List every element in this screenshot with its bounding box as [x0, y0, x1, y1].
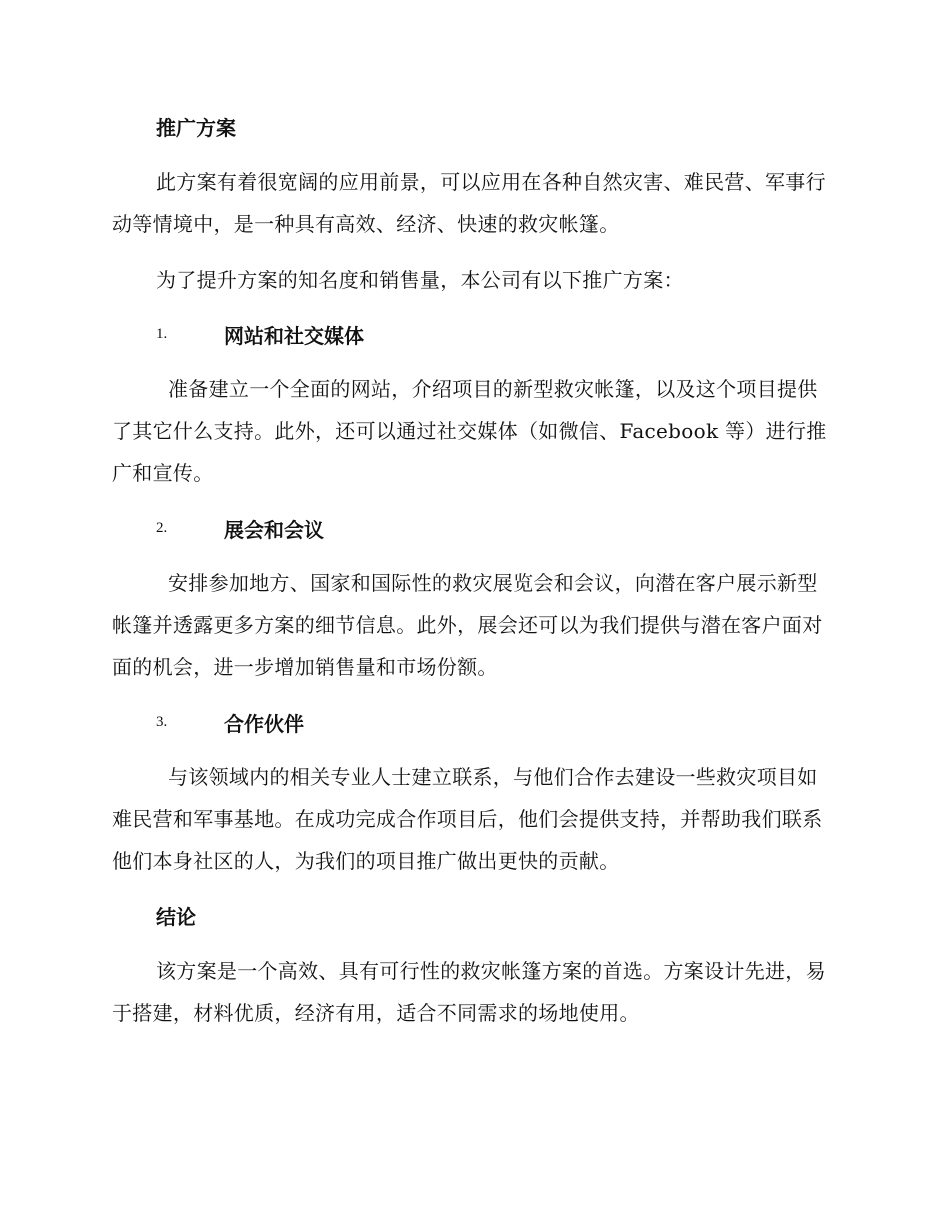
list-item-title: 网站和社交媒体 [224, 323, 364, 348]
list-item-paragraph: 准备建立一个全面的网站，介绍项目的新型救灾帐篷，以及这个项目提供了其它什么支持。此外，还可以通过社交媒体（如微信、Facebook 等）进行推广和宣传。 [112, 377, 827, 485]
list-item-number: 1. [156, 325, 168, 342]
promotion-intro-paragraph: 此方案有着很宽阔的应用前景，可以应用在各种自然灾害、难民营、军事行动等情境中，是一种具有高效、经济、快速的救灾帐篷。 [112, 170, 826, 236]
list-item-paragraph: 与该领域内的相关专业人士建立联系，与他们合作去建设一些救灾项目如难民营和军事基地。在成功完成合作项目后，他们会提供支持，并帮助我们联系他们本身社区的人，为我们的项目推广做出更快的贡献。 [112, 765, 823, 873]
list-item-heading [156, 514, 324, 542]
list-item-title: 展会和会议 [224, 517, 324, 542]
list-item-heading [156, 708, 304, 736]
list-item-number: 3. [156, 713, 168, 730]
promotion-lead-paragraph: 为了提升方案的知名度和销售量，本公司有以下推广方案： [156, 268, 684, 292]
conclusion-paragraph: 该方案是一个高效、具有可行性的救灾帐篷方案的首选。方案设计先进，易于搭建，材料优质，经济有用，适合不同需求的场地使用。 [112, 959, 826, 1025]
list-item-heading [156, 320, 364, 348]
list-item-paragraph: 安排参加地方、国家和国际性的救灾展览会和会议，向潜在客户展示新型帐篷并透露更多方案的细节信息。此外，展会还可以为我们提供与潜在客户面对面的机会，进一步增加销售量和市场份额。 [112, 571, 823, 679]
list-item-title: 合作伙伴 [224, 711, 304, 736]
section-heading-conclusion: 结论 [156, 905, 196, 929]
section-heading-promotion: 推广方案 [156, 116, 236, 140]
list-item-number: 2. [156, 519, 168, 536]
